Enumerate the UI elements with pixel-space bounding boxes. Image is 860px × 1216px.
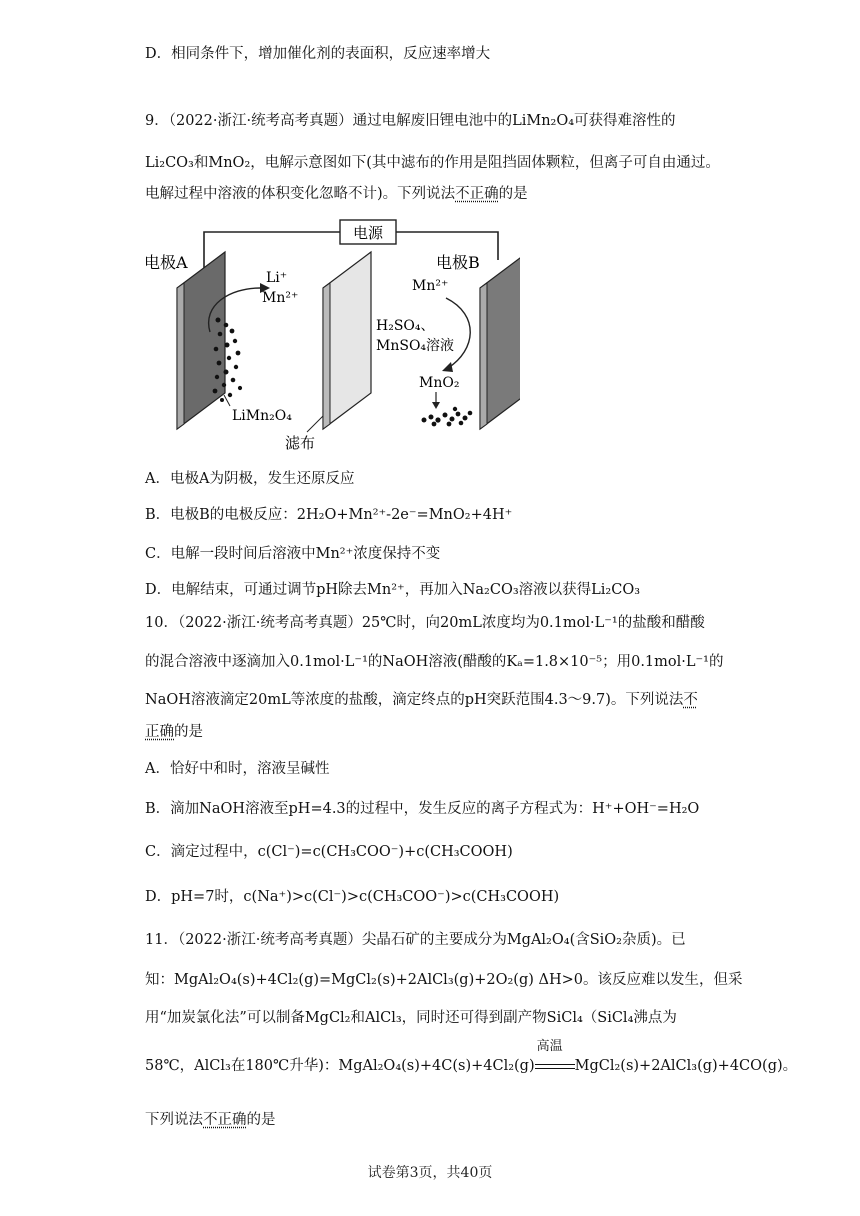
q10-stem-line1: 10．（2022·浙江·统考高考真题）25℃时，向20mL浓度均为0.1mol·L⁻¹的盐酸和醋酸 xyxy=(145,615,705,631)
limn2o4-label: LiMn₂O₄ xyxy=(232,408,292,424)
mn-right-label: Mn²⁺ xyxy=(412,278,449,294)
q10-option-a: A．恰好中和时，溶液呈碱性 xyxy=(145,761,330,777)
q9-emphasis: 不正确 xyxy=(455,186,499,202)
q9-option-a: A．电极A为阴极，发生还原反应 xyxy=(145,471,355,487)
electrode-a-edge xyxy=(177,283,184,429)
solution-label-2: MnSO₄溶液 xyxy=(376,338,455,354)
q10-emphasis-1: 不 xyxy=(683,692,698,708)
q11-emphasis: 不正确 xyxy=(203,1112,247,1128)
reaction-condition xyxy=(535,1039,575,1076)
q9-option-d: D．电解结束，可通过调节pH除去Mn²⁺，再加入Na₂CO₃溶液以获得Li₂CO₃ xyxy=(145,582,641,598)
electrode-a-label: 电极A xyxy=(144,253,188,272)
q10-stem-line2: 的混合溶液中逐滴加入0.1mol·L⁻¹的NaOH溶液(醋酸的Kₐ=1.8×10⁻⁵；用0.1mol·L⁻¹的 xyxy=(145,654,724,670)
filter-label: 滤布 xyxy=(285,434,316,452)
q10-stem-line4: 正确的是 xyxy=(145,724,203,740)
filter-cloth-edge xyxy=(323,283,330,429)
electrolysis-diagram xyxy=(140,210,520,460)
q11-stem-line2: 知：MgAl₂O₄(s)+4Cl₂(g)=MgCl₂(s)+2AlCl₃(g)+2O₂(g) ΔH>0。该反应难以发生，但采 xyxy=(145,972,743,988)
page-footer: 试卷第3页，共40页 xyxy=(367,1165,493,1181)
condition-label: 高温 xyxy=(536,1039,563,1054)
electrode-b-label: 电极B xyxy=(436,253,480,272)
q10-stem-line3: NaOH溶液滴定20mL等浓度的盐酸，滴定终点的pH突跃范围4.3～9.7)。下列说法不 xyxy=(145,692,698,708)
q11-stem-line1: 11．（2022·浙江·统考高考真题）尖晶石矿的主要成分为MgAl₂O₄(含SiO₂杂质)。已 xyxy=(145,932,686,948)
q10-option-d: D．pH=7时，c(Na⁺)>c(Cl⁻)>c(CH₃COO⁻)>c(CH₃COOH) xyxy=(145,889,560,905)
q10-option-c: C．滴定过程中，c(Cl⁻)=c(CH₃COO⁻)+c(CH₃COOH) xyxy=(145,844,513,860)
q9-stem-line2: Li₂CO₃和MnO₂，电解示意图如下(其中滤布的作用是阻挡固体颗粒，但离子可自由通过。 xyxy=(145,155,720,171)
q10-emphasis-2: 正确 xyxy=(145,724,174,740)
ion-mn-label: Mn²⁺ xyxy=(262,290,299,306)
mn-oxidation-arrowhead xyxy=(442,362,453,372)
q9-option-c: C．电解一段时间后溶液中Mn²⁺浓度保持不变 xyxy=(145,546,441,562)
q8-option-d: D．相同条件下，增加催化剂的表面积，反应速率增大 xyxy=(145,46,491,62)
q11-stem-line4: 58℃，AlCl₃在180℃升华)：MgAl₂O₄(s)+4C(s)+4Cl₂(g) 高温 MgCl₂(s)+2AlCl₃(g)+4CO(g)。 xyxy=(145,1039,798,1074)
power-label: 电源 xyxy=(352,224,384,242)
electrode-b-edge xyxy=(480,283,487,429)
q9-stem-line3: 电解过程中溶液的体积变化忽略不计)。下列说法不正确的是 xyxy=(145,186,528,202)
mn-oxidation-arrow xyxy=(446,298,470,368)
q11-stem-line5: 下列说法不正确的是 xyxy=(145,1112,276,1128)
q9-stem-line1: 9．（2022·浙江·统考高考真题）通过电解废旧锂电池中的LiMn₂O₄可获得难溶性的 xyxy=(145,113,676,129)
mno2-arrowhead xyxy=(432,402,440,409)
q10-option-b: B．滴加NaOH溶液至pH=4.3的过程中，发生反应的离子方程式为：H⁺+OH⁻=H₂O xyxy=(145,801,700,817)
ion-li-label: Li⁺ xyxy=(266,270,288,286)
solution-label-1: H₂SO₄、 xyxy=(376,318,435,334)
q11-stem-line3: 用“加炭氯化法”可以制备MgCl₂和AlCl₃，同时还可得到副产物SiCl₄（SiCl₄沸点为 xyxy=(145,1010,677,1026)
q9-option-b: B．电极B的电极反应：2H₂O+Mn²⁺-2e⁻=MnO₂+4H⁺ xyxy=(145,507,513,523)
filter-leader xyxy=(307,416,323,432)
mno2-label: MnO₂ xyxy=(419,375,460,391)
mno2-precipitate xyxy=(422,407,473,427)
